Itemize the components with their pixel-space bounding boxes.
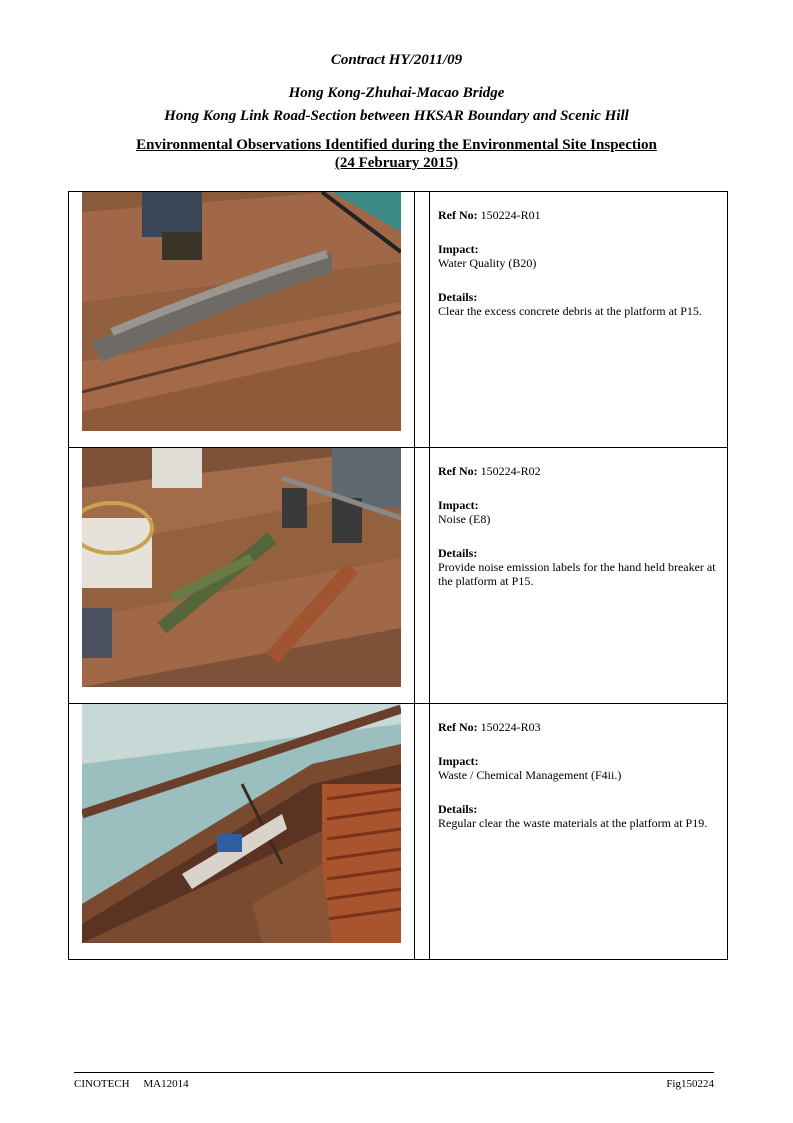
photo-cell [69,192,415,448]
observation-row [69,704,728,960]
contract-number: Contract HY/2011/09 [330,52,463,68]
spacer-cell [415,704,430,960]
observation-row [69,448,728,704]
footer-right: Fig150224 [666,1078,714,1090]
details-label: Details: [438,546,478,560]
impact-value: Waste / Chemical Management (F4ii.) [438,768,622,782]
details-label: Details: [438,290,478,304]
ref-number: 150224-R01 [480,208,541,222]
details-label: Details: [438,802,478,816]
impact-label: Impact: [438,754,479,768]
impact-label: Impact: [438,242,479,256]
ref-label: Ref No: [438,720,478,734]
impact-label: Impact: [438,498,479,512]
details-value: Provide noise emission labels for the hand held breaker at the platform at P15. [438,560,716,588]
photo-waste-materials [82,704,401,943]
spacer-cell [415,448,430,704]
details-cell [430,192,728,448]
spacer-cell [415,192,430,448]
report-title: Environmental Observations Identified during the Environmental Site Inspection [136,137,657,153]
impact-value: Water Quality (B20) [438,256,537,270]
ref-number: 150224-R03 [480,720,541,734]
project-title: Hong Kong-Zhuhai-Macao Bridge [288,85,505,101]
ref-label: Ref No: [438,464,478,478]
observations-table [68,191,728,960]
photo-cell [69,704,415,960]
details-value: Clear the excess concrete debris at the platform at P15. [438,304,702,318]
footer-divider [74,1072,714,1073]
photo-cell [69,448,415,704]
report-date: (24 February 2015) [334,155,459,171]
ref-number: 150224-R02 [480,464,541,478]
photo-concrete-debris [82,192,401,431]
details-cell [430,704,728,960]
impact-value: Noise (E8) [438,512,491,526]
footer-left: CINOTECH MA12014 [74,1078,189,1090]
photo-hand-held-breaker [82,448,401,687]
details-value: Regular clear the waste materials at the platform at P19. [438,816,708,830]
project-subtitle: Hong Kong Link Road-Section between HKSAR Boundary and Scenic Hill [164,108,629,124]
ref-label: Ref No: [438,208,478,222]
observation-row [69,192,728,448]
details-cell [430,448,728,704]
